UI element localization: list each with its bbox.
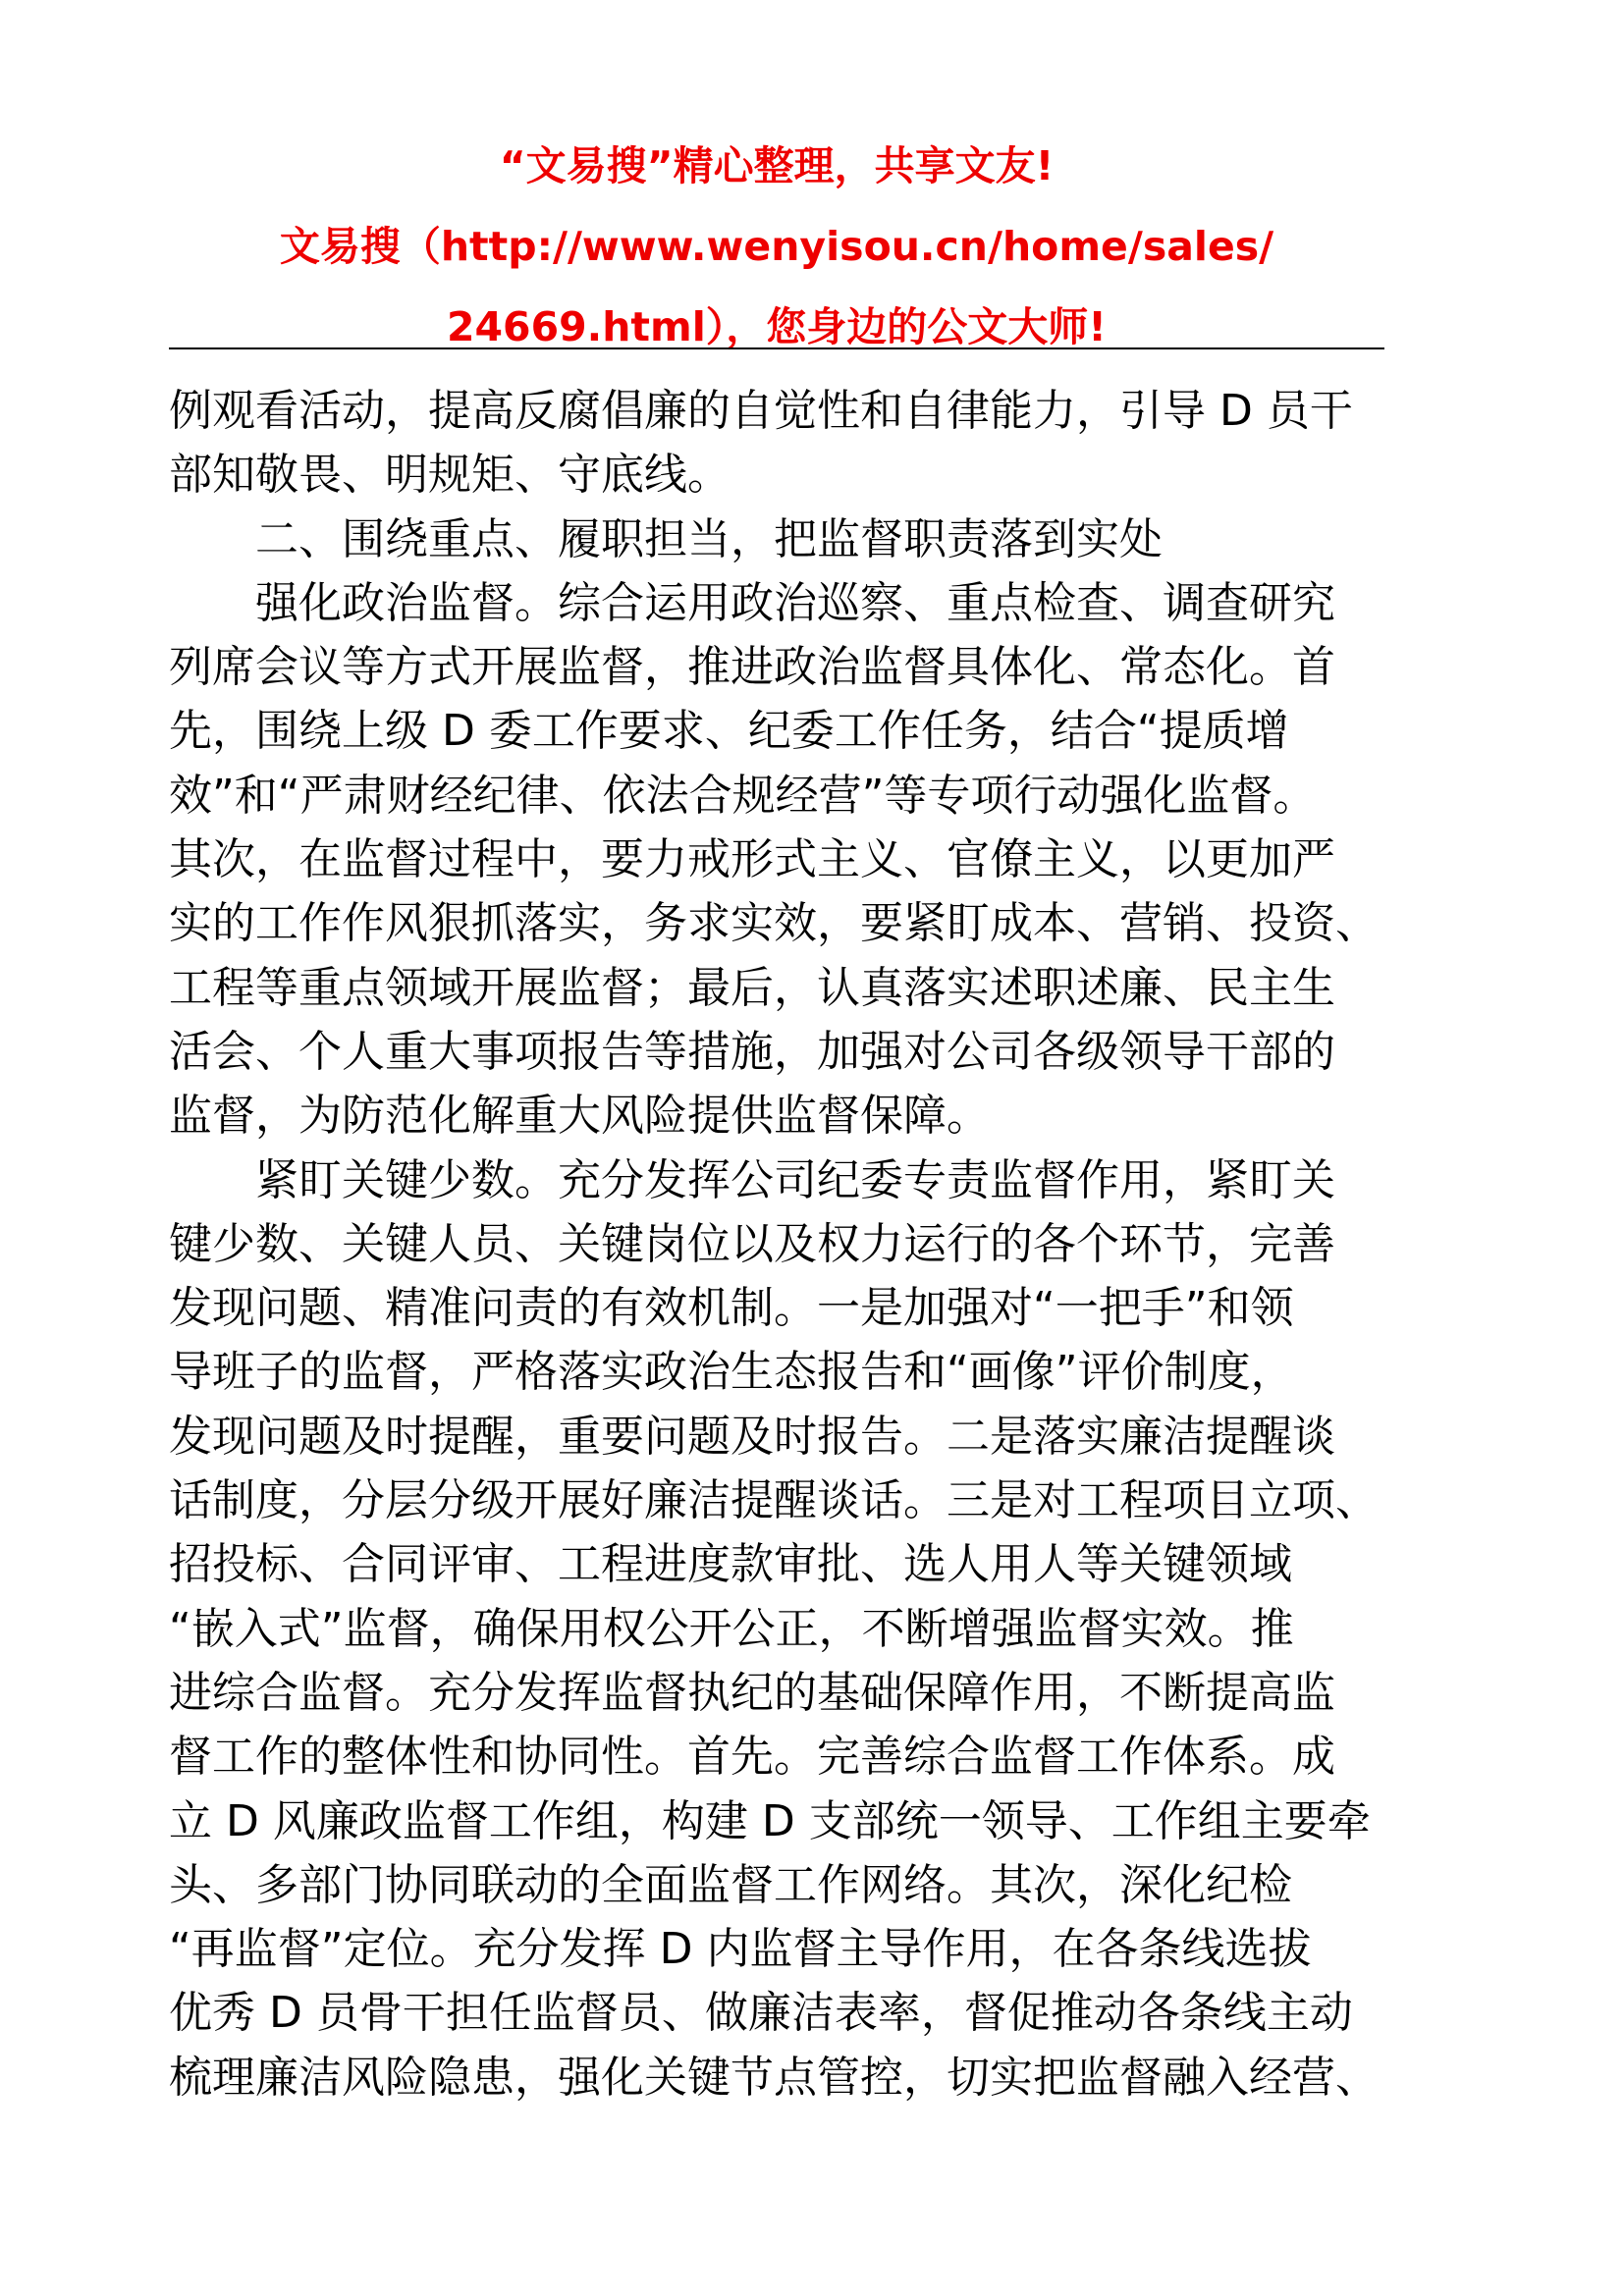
text-line: 监督，为防范化解重大风险提供监督保障。 (169, 1091, 990, 1142)
text-line: 招投标、合同评审、工程进度款审批、选人用人等关键领域 (169, 1539, 1292, 1590)
paragraph-start: 强化政治监督。综合运用政治巡察、重点检查、调查研究 (255, 577, 1335, 628)
text-line: 例观看活动，提高反腐倡廉的自觉性和自律能力，引导 D 员干 (169, 386, 1353, 436)
text-line: “再监督”定位。充分发挥 D 内监督主导作用，在各条线选拔 (169, 1924, 1312, 1975)
text-line: 导班子的监督，严格落实政治生态报告和“画像”评价制度， (169, 1347, 1294, 1398)
header-line-1: “文易搜”精心整理，共享文友! (499, 142, 1055, 189)
text-line: 先，围绕上级 D 委工作要求、纪委工作任务，结合“提质增 (169, 706, 1289, 757)
text-line: 立 D 风廉政监督工作组，构建 D 支部统一领导、工作组主要牵 (169, 1795, 1371, 1846)
text-line: “嵌入式”监督，确保用权公开公正，不断增强监督实效。推 (169, 1603, 1294, 1654)
text-line: 督工作的整体性和协同性。首先。完善综合监督工作体系。成 (169, 1732, 1335, 1783)
text-line: 部知敬畏、明规矩、守底线。 (169, 450, 731, 501)
text-line: 键少数、关键人员、关键岗位以及权力运行的各个环节，完善 (169, 1218, 1335, 1269)
text-line: 工程等重点领域开展监督；最后，认真落实述职述廉、民主生 (169, 962, 1335, 1013)
header-line-3: 24669.html），您身边的公文大师! (447, 303, 1107, 350)
text-line: 发现问题及时提醒，重要问题及时报告。二是落实廉洁提醒谈 (169, 1411, 1335, 1462)
text-line: 列席会议等方式开展监督，推进政治监督具体化、常态化。首 (169, 642, 1335, 693)
text-line: 优秀 D 员骨干担任监督员、做廉洁表率，督促推动各条线主动 (169, 1988, 1353, 2039)
section-heading: 二、围绕重点、履职担当，把监督职责落到实处 (255, 513, 1163, 564)
watermark-header (169, 126, 1384, 367)
header-line-2: 文易搜（http://www.wenyisou.cn/home/sales/ (279, 223, 1274, 270)
text-line: 实的工作作风狠抓落实，务求实效，要紧盯成本、营销、投资、 (169, 898, 1379, 949)
text-line: 活会、个人重大事项报告等措施，加强对公司各级领导干部的 (169, 1026, 1335, 1077)
text-line: 其次，在监督过程中，要力戒形式主义、官僚主义，以更加严 (169, 834, 1335, 885)
text-line: 话制度，分层分级开展好廉洁提醒谈话。三是对工程项目立项、 (169, 1475, 1379, 1526)
text-line: 梳理廉洁风险隐患，强化关键节点管控，切实把监督融入经营、 (169, 2052, 1379, 2103)
text-line: 进综合监督。充分发挥监督执纪的基础保障作用，不断提高监 (169, 1667, 1335, 1718)
text-line: 发现问题、精准问责的有效机制。一是加强对“一把手”和领 (169, 1283, 1294, 1334)
body-text (169, 379, 1394, 2109)
header-divider (169, 347, 1384, 349)
paragraph-start: 紧盯关键少数。充分发挥公司纪委专责监督作用，紧盯关 (255, 1154, 1335, 1205)
text-line: 头、多部门协同联动的全面监督工作网络。其次，深化纪检 (169, 1859, 1292, 1910)
text-line: 效”和“严肃财经纪律、依法合规经营”等专项行动强化监督。 (169, 770, 1317, 821)
